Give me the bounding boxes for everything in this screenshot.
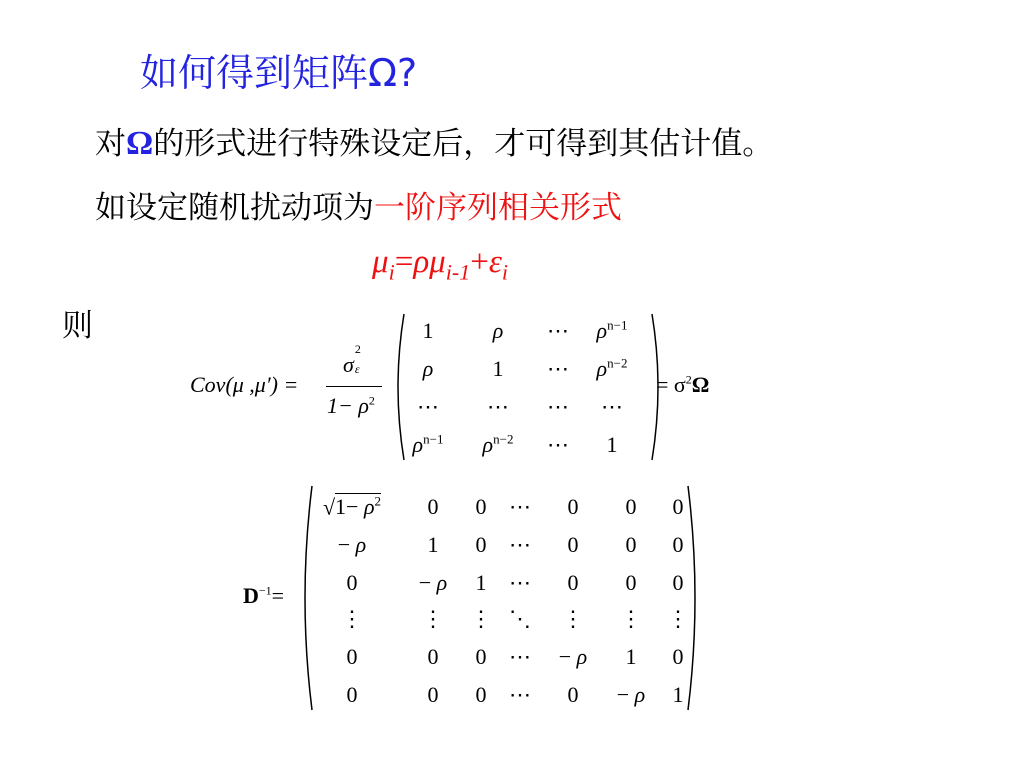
sentence-prefix: 对 <box>95 126 126 162</box>
d-matrix-cell: 0 <box>625 494 637 519</box>
cov-matrix-cell: $\rho^{n-1}$ <box>596 318 628 344</box>
frac-denominator: $1- \rho^2$ <box>327 393 375 418</box>
d-matrix-cell: − ρ <box>616 682 646 707</box>
d-matrix-cell: ⋯ <box>509 494 531 519</box>
d-matrix-cell: 1 <box>475 570 487 595</box>
d-matrix-cell: 0 <box>567 494 579 519</box>
d-matrix-cell: 0 <box>625 532 637 557</box>
d-matrix-cell: 0 <box>346 570 358 595</box>
d-matrix-cell: 0 <box>427 682 439 707</box>
d-matrix-cell: 0 <box>567 532 579 557</box>
cov-matrix-cell: $\rho^{n-2}$ <box>596 356 628 382</box>
then-label: 则 <box>62 308 93 344</box>
d-matrix-cell: $√1- \rho^2$ <box>322 494 382 520</box>
d-matrix-cell: 0 <box>427 494 439 519</box>
d-matrix-cell: 1 <box>625 644 637 669</box>
d-matrix-cell: 0 <box>672 494 684 519</box>
d-matrix-cell: 0 <box>672 644 684 669</box>
cov-matrix-cell: $\rho^{n-1}$ <box>412 432 444 458</box>
slide-title: 如何得到矩阵Ω? <box>140 51 418 95</box>
assumption-sentence <box>95 182 622 227</box>
fraction-bar <box>326 386 382 387</box>
d-matrix-cell: 0 <box>672 532 684 557</box>
d-matrix-cell: 0 <box>475 682 487 707</box>
d-matrix-cell: ⋱ <box>509 606 531 631</box>
cov-matrix-cell: ⋯ <box>547 432 569 457</box>
d-matrix-cell: ⋯ <box>509 532 531 557</box>
d-matrix-cell: ⋯ <box>509 682 531 707</box>
cov-matrix-cell: ⋯ <box>547 356 569 381</box>
cov-matrix-cell: ⋯ <box>417 394 439 419</box>
cov-matrix-cell: 1 <box>422 318 434 343</box>
cov-lhs: Cov(μ ,μ′) = <box>190 372 299 397</box>
d-matrix-cell: 0 <box>475 644 487 669</box>
d-matrix-cell: ⋮ <box>422 606 444 631</box>
frac-numerator: σ 2 ε <box>343 342 361 377</box>
d-matrix-cell: ⋮ <box>470 606 492 631</box>
cov-matrix-cell: ρ <box>422 356 434 381</box>
estimation-sentence <box>95 118 773 163</box>
d-matrix-cell: ⋯ <box>509 644 531 669</box>
d-matrix-cell: 0 <box>475 494 487 519</box>
cov-matrix-cell: $\rho^{n-2}$ <box>482 432 514 458</box>
d-matrix-cell: ⋮ <box>667 606 689 631</box>
d-matrix-cell: ⋮ <box>620 606 642 631</box>
d-matrix-cell: − ρ <box>418 570 448 595</box>
ar1-highlight: 一阶序列相关形式 <box>374 190 622 226</box>
cov-matrix-cell: ⋯ <box>547 394 569 419</box>
d-matrix-cell: 0 <box>475 532 487 557</box>
d-matrix-cell: 1 <box>672 682 684 707</box>
d-matrix-cell: 1 <box>427 532 439 557</box>
cov-matrix-cell: ρ <box>492 318 504 343</box>
d-matrix-cell: ⋮ <box>562 606 584 631</box>
d-matrix-cell: 0 <box>346 644 358 669</box>
sentence-suffix: 的形式进行特殊设定后，才可得到其估计值。 <box>153 126 774 162</box>
d-matrix-cell: 0 <box>672 570 684 595</box>
cov-matrix-cell: ⋯ <box>487 394 509 419</box>
cov-matrix-cell: ⋯ <box>547 318 569 343</box>
d-matrix-cell: 0 <box>427 644 439 669</box>
cov-matrix-cell: 1 <box>492 356 504 381</box>
d-matrix-cell: 0 <box>346 682 358 707</box>
d-matrix-cell: 0 <box>567 682 579 707</box>
cov-matrix-cell: ⋯ <box>601 394 623 419</box>
assumption-prefix: 如设定随机扰动项为 <box>95 190 374 226</box>
d-inverse-label: $D^{-1}=$ <box>243 583 285 608</box>
omega-symbol: Ω <box>126 125 154 162</box>
cov-rhs: = $\sigma^2\Omega$ <box>656 372 710 397</box>
cov-matrix-cell: 1 <box>606 432 618 457</box>
d-matrix-cell: ⋮ <box>341 606 363 631</box>
d-matrix-cell: 0 <box>625 570 637 595</box>
d-matrix-cell: ⋯ <box>509 570 531 595</box>
d-matrix-cell: − ρ <box>558 644 588 669</box>
ar1-equation: $\mu_i=\rho\mu_{i-1}+\varepsilon_i$ <box>372 244 508 285</box>
d-matrix-cell: − ρ <box>337 532 367 557</box>
d-matrix-cell: 0 <box>567 570 579 595</box>
